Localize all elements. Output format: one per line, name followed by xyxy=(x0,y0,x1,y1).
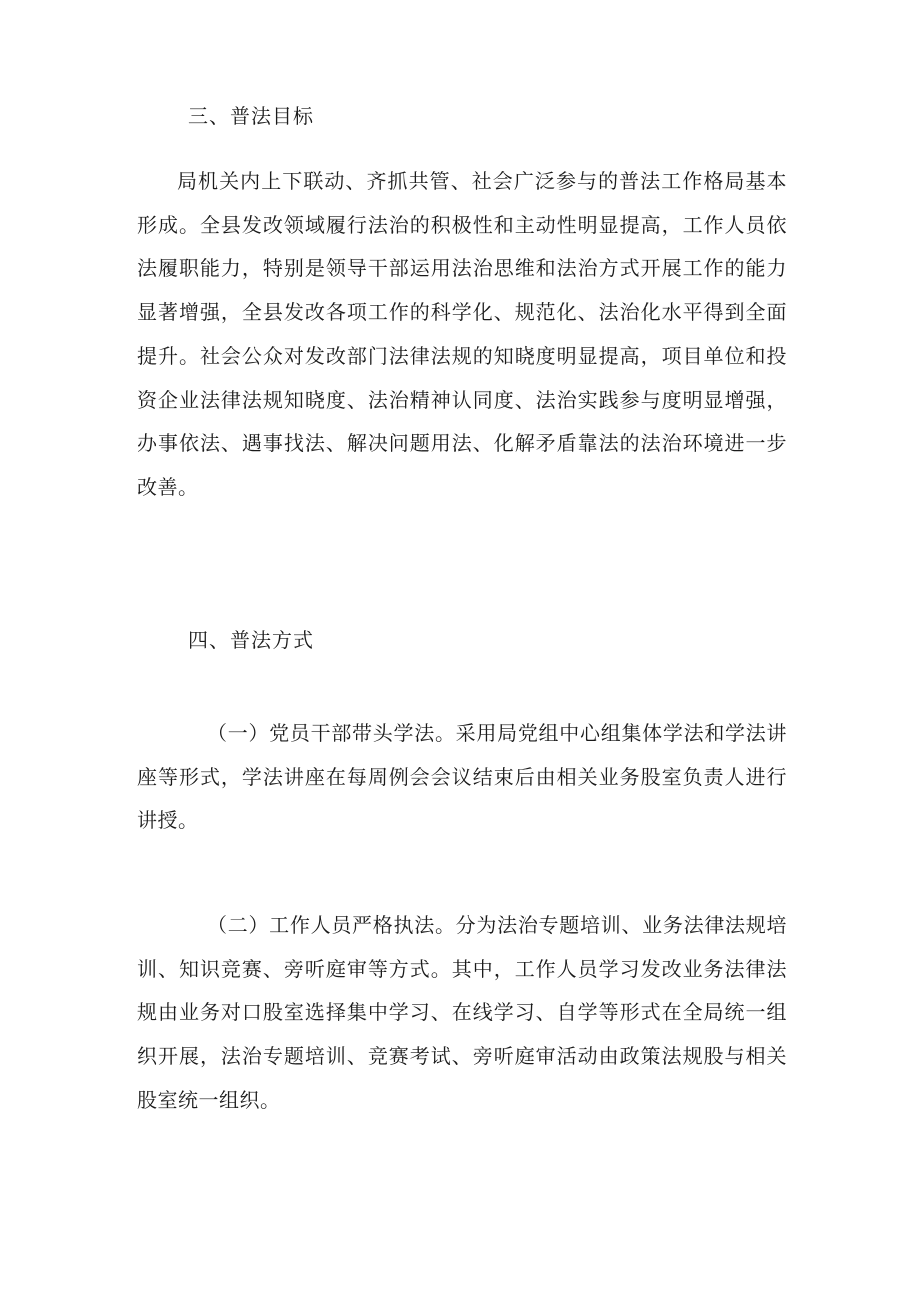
paragraph-method-1: （一）党员干部带头学法。采用局党组中心组集体学法和学法讲座等形式，学法讲座在每周例会会议结束后由相关业务股室负责人进行讲授。 xyxy=(137,721,787,833)
section-heading-goals: 三、普法目标 xyxy=(188,104,314,128)
paragraph-method-2: （二）工作人员严格执法。分为法治专题培训、业务法律法规培训、知识竞赛、旁听庭审等方式。其中，工作人员学习发改业务法律法规由业务对口股室选择集中学习、在线学习、自学等形式在全局统一组织开展，法治专题培训、竞赛考试、旁听庭审活动由政策法规股与相关股室统一组织。 xyxy=(137,913,787,1112)
section-heading-methods: 四、普法方式 xyxy=(188,628,314,652)
paragraph-goals: 局机关内上下联动、齐抓共管、社会广泛参与的普法工作格局基本形成。全县发改领域履行法治的积极性和主动性明显提高，工作人员依法履职能力，特别是领导干部运用法治思维和法治方式开展工作的能力显著增强，全县发改各项工作的科学化、规范化、法治化水平得到全面提升。社会公众对发改部门法律法规的知晓度明显提高，项目单位和投资企业法律法规知晓度、法治精神认同度、法治实践参与度明显增强，办事依法、遇事找法、解决问题用法、化解矛盾靠法的法治环境进一步改善。 xyxy=(137,169,787,499)
